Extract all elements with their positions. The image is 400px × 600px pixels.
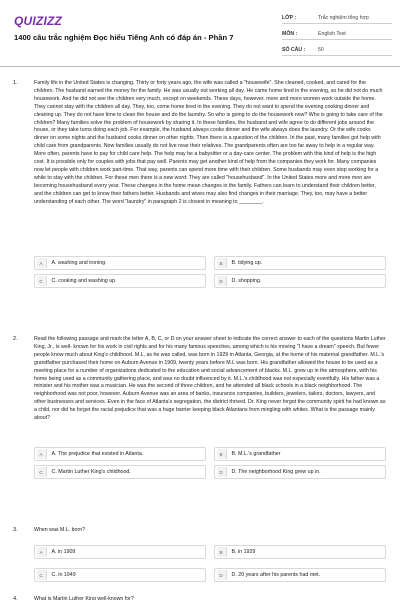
question-number: 3. [13, 527, 18, 533]
answer-option-b[interactable] [214, 256, 386, 270]
option-text: B. in 1929 [231, 549, 256, 555]
meta-key: LỚP : [282, 15, 297, 21]
option-text: B. M.L.'s grandfather [231, 451, 281, 457]
option-text: D. shopping. [231, 278, 262, 284]
meta-key: SỐ CÂU : [282, 47, 306, 53]
answer-option-d[interactable] [214, 465, 386, 479]
answer-option-c[interactable] [34, 274, 206, 288]
option-letter-box: D [217, 276, 227, 286]
answer-option-c[interactable] [34, 465, 206, 479]
option-letter-box: A [37, 449, 47, 459]
option-text: D. The neighborhood King grew up in. [231, 469, 321, 475]
meta-table [282, 10, 392, 58]
meta-row-class [282, 10, 392, 24]
meta-value: 50 [318, 47, 324, 53]
page-title: 1400 câu trắc nghiệm Đọc hiểu Tiếng Anh có đáp án - Phần 7 [14, 33, 234, 42]
question-number: 1. [13, 80, 18, 86]
answer-option-d[interactable] [214, 568, 386, 582]
answer-option-d[interactable] [214, 274, 386, 288]
meta-row-count [282, 42, 392, 56]
option-letter-box: C [37, 467, 47, 477]
option-letter-box: B [217, 258, 227, 268]
answer-option-b[interactable] [214, 447, 386, 461]
answer-option-c[interactable] [34, 568, 206, 582]
question-text: When was M.L. born? [34, 527, 86, 533]
option-text: A. washing and ironing. [51, 260, 107, 266]
option-letter-box: D [217, 570, 227, 580]
option-text: D. 20 years after his parents had met. [231, 572, 321, 578]
option-text: B. tidying up. [231, 260, 263, 266]
option-text: C. cooking and washing up. [51, 278, 117, 284]
quizizz-logo: QUIZIZZ [14, 14, 63, 28]
option-text: A. in 1909 [51, 549, 76, 555]
meta-value: English Test [318, 31, 346, 37]
question-text: Family life in the United States is changing. Thirty or forty years ago, the wife was called a "housewife". She cleaned, cooked, and cared for the children. The husband earned the money for the family. He was usually out working all day. He came home tired in the evening, so he did not do much housework. And he did not see the children very much, except on weekends. These days, however, more and more women work outside the home. They cannot stay with the children all day. They, too, come home tired in the evening. They do not want to spend the evening cooking dinner and cleaning up. They do not have time to clean the house and do the laundry. So who is going to do the housework now? Who is going to take care of the children? Many families solve the problem of housework by sharing it. In these families, the husband and wife agree to do different jobs around the house, or they take turns doing each job. For example, the husband always cooks dinner and the wife always does the laundry. Or the wife cooks dinner on some nights and the husband cooks dinner on other nights. Then there is a question of the children. In the past, many families got help with child care from grandparents. Now families usually do not live near their relatives. The grandparents often are too far away to help in a regular way. More often, parents have to pay for child care help. The help may be a babysitter or a day-care center. The problem with this kind of help is the high cost. It is possible only for couples with jobs that pay well. Parents may get another kind of help from the companies they work for. Many companies now let people with children work part-time. That way, parents can spend more time with their children. Some husbands may even stop working for a while to stay with the children. For these men there is a new word: They are called "househusband". In the United States more and more men are becoming househusband every year. These changes in the home mean changes in the family. Fathers can learn to understand their children better, and the children can get to know their fathers better. Husbands and wives may also find changes in their marriage. They, too, may have a better understanding of each other. The word "laundry" in paragraph 2 is closest in meaning to ________. [34, 80, 383, 205]
option-letter-box: A [37, 258, 47, 268]
option-text: C. in 1949 [51, 572, 76, 578]
worksheet-header [0, 0, 400, 62]
question-number: 4. [13, 596, 18, 600]
option-letter-box: C [37, 570, 47, 580]
answer-option-a[interactable] [34, 545, 206, 559]
answer-option-a[interactable] [34, 256, 206, 270]
option-text: A. The prejudice that existed in Atlanta. [51, 451, 144, 457]
meta-value: Trắc nghiệm tổng hợp [318, 15, 369, 21]
option-letter-box: A [37, 547, 47, 557]
header-divider [0, 66, 400, 67]
option-letter-box: C [37, 276, 47, 286]
option-letter-box: D [217, 467, 227, 477]
option-text: C. Martin Luther King's childhood. [51, 469, 131, 475]
answer-option-b[interactable] [214, 545, 386, 559]
meta-row-subject [282, 26, 392, 40]
meta-key: MÔN : [282, 31, 298, 37]
question-text: What is Martin Luther King well-known for? [34, 596, 134, 600]
option-letter-box: B [217, 547, 227, 557]
answer-option-a[interactable] [34, 447, 206, 461]
question-number: 2. [13, 336, 18, 342]
option-letter-box: B [217, 449, 227, 459]
question-text: Read the following passage and mark the letter A, B, C, or D on your answer sheet to indicate the correct answer to each of the questions Martin Luther King, Jr., is well- known for his work in civil rights and for his many famous speeches, among which is his moving "I have a dream" speech. But fewer people know much about King's childhood. M.L, as he was called, was born in 1929 in Atlanta, Georgia, at the home of his maternal grandfather. M.L.'s grandfather purchased their home on Auburn Avenue in 1909, twenty years before M.L was born. His grandfather allowed the house to be used as a meeting place for a number of organizations dedicated to the education and social advancement of blacks. M.L. grew up in the atmosphere, with his home being used as a community gathering place, and was no doubt influenced by it. M.L.'s childhood was not especially eventfully. His father was a minister and his mother was a musician. He was the second of three children, and he attended all black schools in a black neighborhood. The neighborhood was not poor, however. Auburn Avenue was an area of banks, insurance companies, builders, jewelers, tailors, doctors, lawyers, and other businesses and services. Even in the face of Atlanta's segregation, the district thrived. Dr. King never forgot the community spirit he had known as a child, nor did he forget the racial prejudice that was a huge barrier keeping black Atlantans from mingling with whites. What is the passage mainly about? [34, 336, 386, 422]
